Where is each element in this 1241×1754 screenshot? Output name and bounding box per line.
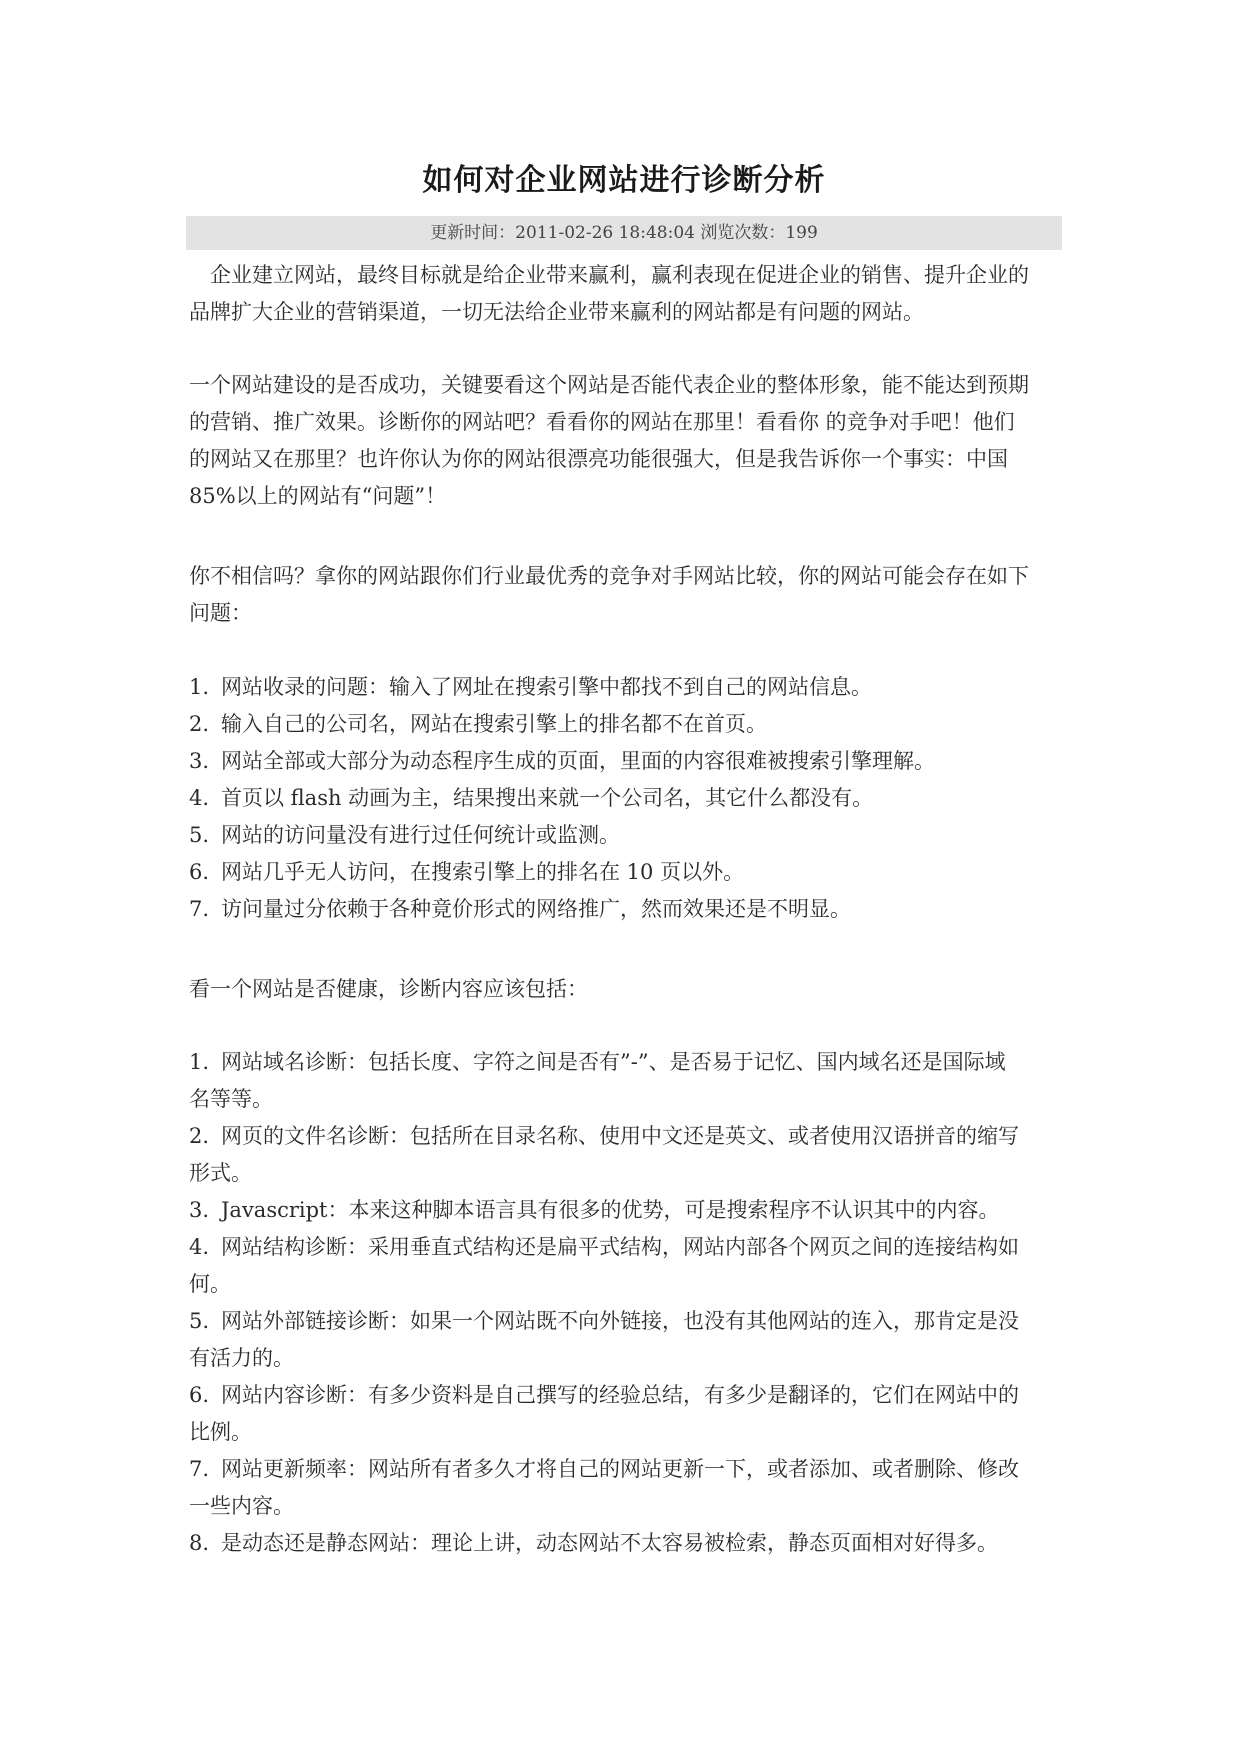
list-item-text: 首页以 flash 动画为主，结果搜出来就一个公司名，其它什么都没有。 bbox=[221, 786, 874, 810]
diagnosis-intro-paragraph: 看一个网站是否健康，诊断内容应该包括： bbox=[189, 977, 588, 1001]
list-item-number: 4. bbox=[189, 786, 210, 810]
list-item-number: 1. bbox=[189, 1050, 210, 1074]
list-item-continuation: 名等等。 bbox=[189, 1087, 273, 1111]
list-item-text: 是动态还是静态网站：理论上讲，动态网站不太容易被检索，静态页面相对好得多。 bbox=[221, 1531, 998, 1555]
list-item-number: 1. bbox=[189, 675, 210, 699]
list-item-number: 2. bbox=[189, 1124, 210, 1148]
list-item-continuation: 比例。 bbox=[189, 1420, 252, 1444]
list-item-text: 网页的文件名诊断：包括所在目录名称、使用中文还是英文、或者使用汉语拼音的缩写 bbox=[221, 1124, 1019, 1148]
list-item-continuation: 何。 bbox=[189, 1272, 231, 1296]
paragraph-line: 的营销、推广效果。诊断你的网站吧？看看你的网站在那里！看看你 的竞争对手吧！他们 bbox=[189, 410, 1015, 434]
paragraph-line: 你不相信吗？拿你的网站跟你们行业最优秀的竞争对手网站比较，你的网站可能会存在如下 bbox=[189, 564, 1029, 588]
problem-list-item bbox=[189, 817, 1069, 854]
list-item-number: 7. bbox=[189, 897, 210, 921]
list-item-number: 8. bbox=[189, 1531, 210, 1555]
success-paragraph bbox=[189, 367, 1069, 515]
list-item-text: 网站更新频率：网站所有者多久才将自己的网站更新一下，或者添加、或者删除、修改 bbox=[221, 1457, 1019, 1481]
article-meta-bar: 更新时间：2011-02-26 18:48:04 浏览次数：199 bbox=[186, 216, 1062, 250]
paragraph-line: 85%以上的网站有“问题”！ bbox=[189, 484, 447, 508]
diagnosis-list-item bbox=[189, 1044, 1069, 1118]
list-item-continuation: 一些内容。 bbox=[189, 1494, 294, 1518]
problem-list-item bbox=[189, 854, 1069, 891]
list-item-number: 6. bbox=[189, 860, 210, 884]
problem-list-item bbox=[189, 706, 1069, 743]
problem-list-item bbox=[189, 891, 1069, 928]
paragraph-line: 问题： bbox=[189, 601, 252, 625]
intro-line: 企业建立网站，最终目标就是给企业带来赢利，赢利表现在促进企业的销售、提升企业的 bbox=[210, 263, 1029, 287]
list-item-number: 3. bbox=[189, 749, 210, 773]
list-item-text: 网站外部链接诊断：如果一个网站既不向外链接，也没有其他网站的连入，那肯定是没 bbox=[221, 1309, 1019, 1333]
intro-line: 品牌扩大企业的营销渠道，一切无法给企业带来赢利的网站都是有问题的网站。 bbox=[189, 300, 924, 324]
list-item-number: 5. bbox=[189, 823, 210, 847]
diagnosis-list-item bbox=[189, 1229, 1069, 1303]
list-item-continuation: 有活力的。 bbox=[189, 1346, 294, 1370]
list-item-number: 6. bbox=[189, 1383, 210, 1407]
paragraph-line: 的网站又在那里？也许你认为你的网站很漂亮功能很强大，但是我告诉你一个事实：中国 bbox=[189, 447, 1008, 471]
paragraph-line: 一个网站建设的是否成功，关键要看这个网站是否能代表企业的整体形象，能不能达到预期 bbox=[189, 373, 1029, 397]
problem-list-item bbox=[189, 743, 1069, 780]
list-item-number: 4. bbox=[189, 1235, 210, 1259]
list-item-number: 2. bbox=[189, 712, 210, 736]
list-item-text: Javascript：本来这种脚本语言具有很多的优势，可是搜索程序不认识其中的内容。 bbox=[221, 1198, 1000, 1222]
diagnosis-list-item bbox=[189, 1118, 1069, 1192]
list-item-text: 访问量过分依赖于各种竟价形式的网络推广，然而效果还是不明显。 bbox=[221, 897, 851, 921]
diagnosis-list-item bbox=[189, 1192, 1069, 1229]
list-item-number: 7. bbox=[189, 1457, 210, 1481]
problem-list-item bbox=[189, 780, 1069, 817]
comparison-paragraph bbox=[189, 558, 1069, 632]
list-item-text: 网站内容诊断：有多少资料是自己撰写的经验总结，有多少是翻译的，它们在网站中的 bbox=[221, 1383, 1019, 1407]
list-item-text: 网站全部或大部分为动态程序生成的页面，里面的内容很难被搜索引擎理解。 bbox=[221, 749, 935, 773]
diagnosis-list-item bbox=[189, 1525, 1069, 1562]
list-item-text: 网站结构诊断：采用垂直式结构还是扁平式结构，网站内部各个网页之间的连接结构如 bbox=[221, 1235, 1019, 1259]
list-item-text: 网站的访问量没有进行过任何统计或监测。 bbox=[221, 823, 620, 847]
list-item-number: 3. bbox=[189, 1198, 210, 1222]
list-item-text: 网站几乎无人访问，在搜索引擎上的排名在 10 页以外。 bbox=[221, 860, 745, 884]
diagnosis-list-item bbox=[189, 1303, 1069, 1377]
problem-list-item bbox=[189, 669, 1069, 706]
list-item-text: 网站域名诊断：包括长度、字符之间是否有”-”、是否易于记忆、国内域名还是国际域 bbox=[221, 1050, 1006, 1074]
diagnosis-list-item bbox=[189, 1451, 1069, 1525]
diagnosis-list bbox=[189, 1044, 1069, 1562]
list-item-continuation: 形式。 bbox=[189, 1161, 252, 1185]
article-title: 如何对企业网站进行诊断分析 bbox=[422, 163, 826, 198]
problems-list bbox=[189, 669, 1069, 928]
intro-paragraph bbox=[189, 257, 1069, 331]
diagnosis-list-item bbox=[189, 1377, 1069, 1451]
list-item-text: 网站收录的问题：输入了网址在搜索引擎中都找不到自己的网站信息。 bbox=[221, 675, 872, 699]
list-item-number: 5. bbox=[189, 1309, 210, 1333]
list-item-text: 输入自己的公司名，网站在搜索引擎上的排名都不在首页。 bbox=[221, 712, 767, 736]
